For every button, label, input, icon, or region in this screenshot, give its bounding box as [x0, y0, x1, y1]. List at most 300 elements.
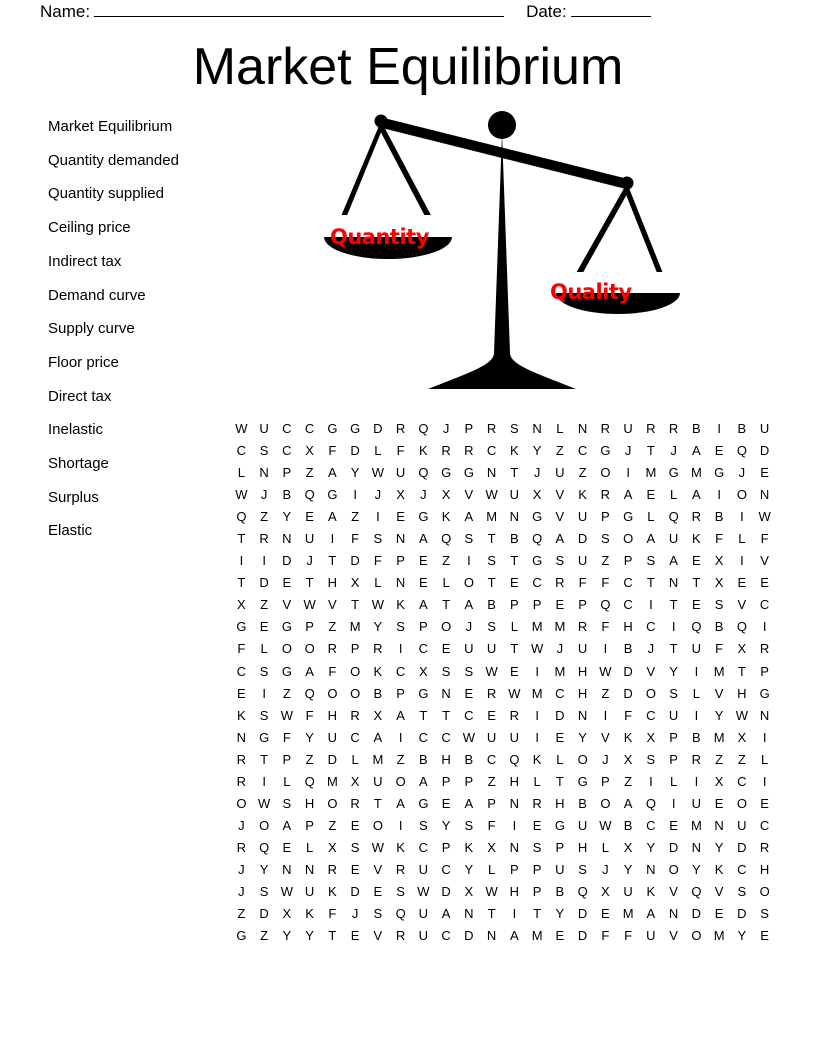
- grid-cell[interactable]: U: [259, 421, 269, 436]
- grid-cell[interactable]: D: [259, 906, 269, 922]
- grid-cell[interactable]: S: [760, 906, 769, 922]
- grid-cell[interactable]: Q: [600, 597, 611, 613]
- grid-cell[interactable]: G: [259, 729, 270, 745]
- grid-cell[interactable]: I: [398, 641, 403, 657]
- grid-cell[interactable]: E: [555, 729, 565, 745]
- grid-cell[interactable]: J: [442, 421, 450, 436]
- grid-cell[interactable]: T: [669, 597, 678, 613]
- grid-cell[interactable]: W: [280, 883, 294, 899]
- grid-cell[interactable]: V: [464, 487, 474, 503]
- grid-cell[interactable]: T: [510, 465, 519, 481]
- grid-cell[interactable]: N: [304, 861, 315, 877]
- grid-cell[interactable]: Q: [691, 619, 702, 635]
- word-list-item[interactable]: Elastic: [48, 522, 93, 540]
- grid-cell[interactable]: Q: [418, 465, 429, 481]
- grid-cell[interactable]: L: [533, 773, 541, 789]
- grid-cell[interactable]: D: [737, 839, 747, 855]
- grid-cell[interactable]: E: [555, 928, 565, 944]
- grid-cell[interactable]: Q: [668, 509, 679, 525]
- grid-cell[interactable]: X: [441, 487, 451, 503]
- grid-cell[interactable]: X: [419, 663, 428, 679]
- grid-cell[interactable]: R: [464, 443, 474, 459]
- grid-cell[interactable]: E: [692, 553, 701, 569]
- grid-cell[interactable]: Y: [578, 729, 587, 745]
- grid-cell[interactable]: P: [396, 553, 405, 569]
- grid-cell[interactable]: G: [281, 663, 292, 679]
- grid-cell[interactable]: C: [555, 685, 565, 701]
- grid-cell[interactable]: H: [327, 707, 338, 723]
- grid-cell[interactable]: E: [350, 928, 360, 944]
- grid-cell[interactable]: F: [760, 531, 769, 547]
- grid-cell[interactable]: Z: [442, 553, 451, 569]
- grid-cell[interactable]: W: [485, 487, 498, 503]
- grid-cell[interactable]: W: [758, 509, 771, 525]
- grid-cell[interactable]: L: [442, 575, 450, 591]
- grid-cell[interactable]: E: [464, 685, 474, 701]
- grid-cell[interactable]: F: [578, 575, 587, 591]
- grid-cell[interactable]: P: [441, 839, 451, 855]
- grid-cell[interactable]: E: [305, 509, 314, 525]
- grid-cell[interactable]: H: [623, 619, 633, 635]
- grid-cell[interactable]: E: [737, 575, 747, 591]
- grid-cell[interactable]: E: [487, 707, 496, 723]
- grid-cell[interactable]: G: [236, 619, 247, 635]
- grid-cell[interactable]: D: [577, 928, 588, 944]
- grid-cell[interactable]: A: [396, 795, 405, 811]
- grid-cell[interactable]: I: [353, 487, 357, 503]
- grid-cell[interactable]: O: [395, 773, 406, 789]
- grid-cell[interactable]: K: [396, 597, 405, 613]
- grid-cell[interactable]: V: [282, 597, 292, 613]
- grid-cell[interactable]: W: [235, 487, 248, 503]
- grid-cell[interactable]: R: [373, 641, 383, 657]
- grid-cell[interactable]: T: [555, 773, 564, 789]
- grid-cell[interactable]: A: [692, 443, 701, 459]
- grid-cell[interactable]: Q: [259, 839, 270, 855]
- grid-cell[interactable]: N: [486, 465, 497, 481]
- grid-cell[interactable]: C: [418, 641, 429, 657]
- grid-cell[interactable]: I: [239, 553, 244, 569]
- grid-cell[interactable]: L: [374, 575, 382, 591]
- grid-cell[interactable]: H: [577, 839, 588, 855]
- grid-cell[interactable]: M: [645, 465, 657, 481]
- grid-cell[interactable]: S: [464, 663, 474, 679]
- grid-cell[interactable]: U: [577, 553, 588, 569]
- grid-cell[interactable]: G: [327, 487, 338, 503]
- grid-cell[interactable]: Q: [736, 619, 747, 635]
- grid-cell[interactable]: C: [623, 597, 633, 613]
- grid-cell[interactable]: I: [717, 421, 721, 436]
- grid-cell[interactable]: Y: [259, 861, 269, 877]
- grid-cell[interactable]: Y: [714, 707, 724, 723]
- grid-cell[interactable]: M: [554, 619, 566, 635]
- grid-cell[interactable]: C: [577, 443, 588, 459]
- grid-cell[interactable]: I: [694, 663, 699, 679]
- grid-cell[interactable]: I: [398, 729, 403, 745]
- grid-cell[interactable]: F: [328, 443, 337, 459]
- grid-cell[interactable]: P: [532, 597, 542, 613]
- grid-cell[interactable]: N: [282, 861, 292, 877]
- grid-cell[interactable]: A: [396, 707, 405, 723]
- grid-cell[interactable]: G: [418, 509, 429, 525]
- grid-cell[interactable]: G: [532, 553, 543, 569]
- word-list-item[interactable]: Market Equilibrium: [48, 118, 173, 135]
- grid-cell[interactable]: I: [467, 553, 471, 569]
- grid-cell[interactable]: Z: [487, 773, 496, 789]
- grid-cell[interactable]: A: [373, 729, 383, 745]
- grid-cell[interactable]: D: [555, 707, 565, 723]
- grid-cell[interactable]: E: [601, 906, 610, 922]
- grid-cell[interactable]: O: [736, 795, 747, 811]
- grid-cell[interactable]: I: [262, 773, 266, 789]
- grid-cell[interactable]: R: [350, 707, 360, 723]
- grid-cell[interactable]: X: [532, 487, 542, 503]
- grid-cell[interactable]: U: [327, 729, 338, 745]
- grid-cell[interactable]: L: [670, 773, 678, 789]
- grid-cell[interactable]: U: [737, 817, 747, 833]
- grid-cell[interactable]: L: [647, 509, 655, 525]
- grid-cell[interactable]: R: [236, 751, 247, 767]
- grid-cell[interactable]: S: [396, 883, 405, 899]
- grid-cell[interactable]: R: [600, 421, 611, 436]
- grid-cell[interactable]: E: [760, 465, 769, 481]
- grid-cell[interactable]: I: [762, 619, 767, 635]
- grid-cell[interactable]: Y: [282, 509, 292, 525]
- word-list-item[interactable]: Shortage: [48, 455, 109, 473]
- grid-cell[interactable]: O: [281, 641, 292, 657]
- grid-cell[interactable]: F: [715, 531, 724, 547]
- grid-cell[interactable]: R: [259, 531, 269, 547]
- grid-cell[interactable]: N: [441, 685, 451, 701]
- grid-cell[interactable]: S: [737, 883, 747, 899]
- grid-cell[interactable]: Z: [737, 751, 746, 767]
- grid-cell[interactable]: U: [555, 861, 565, 877]
- grid-cell[interactable]: T: [373, 795, 382, 811]
- grid-cell[interactable]: T: [487, 906, 496, 922]
- grid-cell[interactable]: P: [555, 839, 565, 855]
- grid-cell[interactable]: S: [714, 597, 724, 613]
- grid-cell[interactable]: M: [713, 729, 725, 745]
- grid-cell[interactable]: T: [533, 906, 542, 922]
- grid-cell[interactable]: W: [257, 795, 271, 811]
- grid-cell[interactable]: J: [465, 619, 473, 635]
- grid-cell[interactable]: J: [420, 487, 427, 503]
- grid-cell[interactable]: A: [623, 795, 633, 811]
- grid-cell[interactable]: D: [691, 906, 702, 922]
- grid-cell[interactable]: R: [577, 619, 588, 635]
- grid-cell[interactable]: G: [577, 773, 588, 789]
- grid-cell[interactable]: S: [373, 906, 383, 922]
- grid-cell[interactable]: C: [350, 729, 360, 745]
- grid-cell[interactable]: Q: [236, 509, 247, 525]
- grid-cell[interactable]: A: [692, 487, 701, 503]
- grid-cell[interactable]: A: [328, 509, 337, 525]
- grid-cell[interactable]: N: [486, 928, 497, 944]
- grid-cell[interactable]: Q: [645, 795, 656, 811]
- grid-cell[interactable]: V: [737, 597, 747, 613]
- grid-cell[interactable]: C: [759, 817, 770, 833]
- grid-cell[interactable]: M: [531, 928, 543, 944]
- grid-cell[interactable]: S: [373, 531, 383, 547]
- grid-cell[interactable]: V: [601, 729, 610, 745]
- grid-cell[interactable]: Y: [555, 906, 565, 922]
- grid-cell[interactable]: K: [510, 443, 519, 459]
- grid-cell[interactable]: O: [600, 465, 611, 481]
- grid-cell[interactable]: R: [691, 509, 702, 525]
- grid-cell[interactable]: U: [577, 509, 588, 525]
- grid-cell[interactable]: E: [419, 575, 428, 591]
- grid-cell[interactable]: Z: [305, 465, 314, 481]
- grid-cell[interactable]: A: [555, 531, 565, 547]
- grid-cell[interactable]: M: [531, 619, 543, 635]
- grid-cell[interactable]: S: [487, 553, 496, 569]
- grid-cell[interactable]: K: [305, 906, 314, 922]
- grid-cell[interactable]: T: [237, 575, 246, 591]
- grid-cell[interactable]: T: [487, 575, 496, 591]
- grid-cell[interactable]: Z: [260, 509, 269, 525]
- grid-cell[interactable]: B: [487, 597, 496, 613]
- grid-cell[interactable]: F: [715, 641, 724, 657]
- grid-cell[interactable]: S: [601, 531, 610, 547]
- grid-cell[interactable]: F: [351, 531, 360, 547]
- grid-cell[interactable]: U: [759, 421, 770, 436]
- grid-cell[interactable]: V: [373, 861, 383, 877]
- grid-cell[interactable]: L: [510, 619, 518, 635]
- grid-cell[interactable]: H: [304, 795, 315, 811]
- grid-cell[interactable]: P: [305, 817, 314, 833]
- grid-cell[interactable]: D: [464, 928, 474, 944]
- grid-cell[interactable]: S: [441, 663, 451, 679]
- grid-cell[interactable]: M: [326, 773, 338, 789]
- grid-cell[interactable]: E: [441, 641, 451, 657]
- grid-cell[interactable]: O: [668, 861, 679, 877]
- grid-cell[interactable]: S: [464, 531, 474, 547]
- grid-cell[interactable]: X: [396, 487, 405, 503]
- grid-cell[interactable]: E: [282, 839, 292, 855]
- grid-cell[interactable]: J: [351, 906, 359, 922]
- grid-cell[interactable]: G: [668, 465, 679, 481]
- grid-cell[interactable]: U: [577, 817, 588, 833]
- grid-cell[interactable]: A: [646, 906, 656, 922]
- grid-cell[interactable]: K: [692, 531, 701, 547]
- grid-cell[interactable]: Y: [646, 839, 656, 855]
- grid-cell[interactable]: U: [623, 883, 633, 899]
- grid-cell[interactable]: X: [714, 575, 724, 591]
- grid-cell[interactable]: D: [327, 751, 338, 767]
- grid-cell[interactable]: G: [236, 928, 247, 944]
- grid-cell[interactable]: I: [649, 597, 653, 613]
- grid-cell[interactable]: R: [668, 421, 679, 436]
- grid-cell[interactable]: D: [350, 883, 360, 899]
- grid-cell[interactable]: I: [512, 817, 517, 833]
- grid-cell[interactable]: E: [237, 685, 246, 701]
- grid-cell[interactable]: F: [396, 443, 405, 459]
- grid-cell[interactable]: A: [419, 773, 428, 789]
- grid-cell[interactable]: E: [692, 597, 701, 613]
- grid-cell[interactable]: A: [464, 597, 474, 613]
- grid-cell[interactable]: V: [669, 883, 678, 899]
- grid-cell[interactable]: O: [600, 795, 611, 811]
- grid-cell[interactable]: Q: [577, 883, 588, 899]
- grid-cell[interactable]: L: [351, 751, 359, 767]
- grid-cell[interactable]: J: [647, 641, 655, 657]
- grid-cell[interactable]: Y: [305, 729, 314, 745]
- grid-cell[interactable]: H: [509, 883, 520, 899]
- grid-cell[interactable]: D: [282, 553, 292, 569]
- grid-cell[interactable]: Y: [282, 928, 292, 944]
- grid-cell[interactable]: W: [417, 883, 430, 899]
- grid-cell[interactable]: G: [350, 421, 361, 436]
- grid-cell[interactable]: L: [601, 839, 609, 855]
- grid-cell[interactable]: Z: [715, 751, 724, 767]
- grid-cell[interactable]: E: [510, 575, 519, 591]
- grid-cell[interactable]: S: [578, 861, 587, 877]
- grid-cell[interactable]: Q: [736, 443, 747, 459]
- grid-cell[interactable]: E: [760, 928, 769, 944]
- grid-cell[interactable]: M: [531, 685, 543, 701]
- grid-cell[interactable]: N: [395, 575, 406, 591]
- grid-cell[interactable]: M: [486, 509, 498, 525]
- grid-cell[interactable]: B: [692, 421, 701, 436]
- grid-cell[interactable]: Y: [441, 817, 451, 833]
- grid-cell[interactable]: U: [691, 795, 702, 811]
- grid-cell[interactable]: Z: [282, 685, 291, 701]
- grid-cell[interactable]: I: [603, 707, 608, 723]
- grid-cell[interactable]: Z: [260, 597, 269, 613]
- grid-cell[interactable]: F: [624, 707, 633, 723]
- grid-cell[interactable]: X: [464, 883, 474, 899]
- grid-cell[interactable]: I: [398, 817, 403, 833]
- word-list-item[interactable]: Demand curve: [48, 286, 146, 304]
- grid-cell[interactable]: Q: [395, 906, 406, 922]
- grid-cell[interactable]: C: [646, 707, 656, 723]
- grid-cell[interactable]: G: [714, 465, 725, 481]
- grid-cell[interactable]: N: [759, 707, 770, 723]
- grid-cell[interactable]: K: [441, 509, 451, 525]
- grid-cell[interactable]: J: [306, 553, 313, 569]
- grid-cell[interactable]: L: [556, 751, 564, 767]
- grid-cell[interactable]: O: [577, 751, 588, 767]
- grid-cell[interactable]: S: [487, 619, 496, 635]
- grid-cell[interactable]: P: [282, 465, 292, 481]
- grid-cell[interactable]: V: [373, 928, 383, 944]
- grid-cell[interactable]: M: [622, 906, 634, 922]
- grid-cell[interactable]: O: [441, 619, 452, 635]
- grid-cell[interactable]: N: [395, 531, 406, 547]
- grid-cell[interactable]: T: [260, 751, 269, 767]
- grid-cell[interactable]: S: [510, 421, 519, 436]
- grid-cell[interactable]: P: [532, 883, 542, 899]
- grid-cell[interactable]: P: [350, 641, 360, 657]
- grid-cell[interactable]: A: [464, 509, 474, 525]
- grid-cell[interactable]: C: [418, 839, 429, 855]
- grid-cell[interactable]: E: [441, 795, 451, 811]
- grid-cell[interactable]: U: [668, 531, 679, 547]
- grid-cell[interactable]: N: [691, 839, 702, 855]
- word-list-item[interactable]: Inelastic: [48, 421, 104, 439]
- grid-cell[interactable]: Z: [601, 553, 610, 569]
- grid-cell[interactable]: C: [236, 663, 247, 679]
- grid-cell[interactable]: T: [737, 663, 746, 679]
- grid-cell[interactable]: G: [441, 465, 452, 481]
- grid-cell[interactable]: R: [555, 575, 565, 591]
- grid-cell[interactable]: G: [418, 795, 429, 811]
- grid-cell[interactable]: T: [328, 928, 337, 944]
- grid-cell[interactable]: B: [282, 487, 292, 503]
- grid-cell[interactable]: O: [691, 928, 702, 944]
- grid-cell[interactable]: R: [486, 421, 497, 436]
- grid-cell[interactable]: U: [304, 883, 315, 899]
- grid-cell[interactable]: N: [282, 531, 292, 547]
- grid-cell[interactable]: W: [485, 663, 498, 679]
- grid-cell[interactable]: Q: [509, 751, 520, 767]
- grid-cell[interactable]: E: [714, 443, 724, 459]
- grid-cell[interactable]: Z: [237, 906, 246, 922]
- grid-cell[interactable]: U: [623, 421, 633, 436]
- grid-cell[interactable]: V: [555, 509, 565, 525]
- grid-cell[interactable]: M: [372, 751, 384, 767]
- grid-cell[interactable]: C: [646, 619, 656, 635]
- grid-cell[interactable]: O: [327, 685, 338, 701]
- grid-cell[interactable]: D: [441, 883, 451, 899]
- grid-cell[interactable]: U: [464, 641, 474, 657]
- grid-cell[interactable]: C: [737, 773, 747, 789]
- grid-cell[interactable]: W: [508, 685, 521, 701]
- grid-cell[interactable]: A: [510, 928, 519, 944]
- grid-cell[interactable]: M: [349, 619, 361, 635]
- grid-cell[interactable]: Q: [418, 421, 429, 436]
- grid-cell[interactable]: N: [646, 861, 656, 877]
- grid-cell[interactable]: H: [327, 575, 338, 591]
- grid-cell[interactable]: O: [759, 883, 770, 899]
- grid-cell[interactable]: U: [577, 641, 588, 657]
- grid-cell[interactable]: L: [738, 531, 746, 547]
- grid-cell[interactable]: Z: [601, 685, 610, 701]
- grid-cell[interactable]: H: [577, 685, 588, 701]
- grid-cell[interactable]: R: [509, 707, 520, 723]
- grid-cell[interactable]: R: [327, 641, 338, 657]
- grid-cell[interactable]: E: [510, 663, 519, 679]
- grid-cell[interactable]: X: [623, 751, 633, 767]
- grid-cell[interactable]: T: [487, 531, 496, 547]
- grid-cell[interactable]: D: [668, 839, 679, 855]
- grid-cell[interactable]: J: [533, 465, 541, 481]
- grid-cell[interactable]: W: [371, 597, 385, 613]
- grid-cell[interactable]: I: [649, 773, 653, 789]
- grid-cell[interactable]: C: [737, 861, 747, 877]
- word-list-item[interactable]: Floor price: [48, 353, 119, 371]
- word-list-item[interactable]: Ceiling price: [48, 219, 131, 237]
- grid-cell[interactable]: P: [487, 795, 496, 811]
- grid-cell[interactable]: P: [464, 421, 474, 436]
- grid-cell[interactable]: P: [510, 861, 519, 877]
- grid-cell[interactable]: D: [759, 443, 770, 459]
- grid-cell[interactable]: B: [578, 795, 587, 811]
- grid-cell[interactable]: W: [303, 597, 316, 613]
- grid-cell[interactable]: E: [259, 619, 269, 635]
- grid-cell[interactable]: U: [418, 861, 429, 877]
- grid-cell[interactable]: N: [509, 839, 520, 855]
- grid-cell[interactable]: N: [464, 906, 474, 922]
- grid-cell[interactable]: H: [555, 795, 565, 811]
- grid-cell[interactable]: I: [535, 729, 539, 745]
- grid-cell[interactable]: U: [418, 906, 429, 922]
- grid-cell[interactable]: R: [600, 487, 611, 503]
- grid-cell[interactable]: F: [487, 817, 496, 833]
- grid-cell[interactable]: Y: [305, 928, 314, 944]
- grid-cell[interactable]: K: [532, 751, 542, 767]
- grid-cell[interactable]: Z: [578, 465, 587, 481]
